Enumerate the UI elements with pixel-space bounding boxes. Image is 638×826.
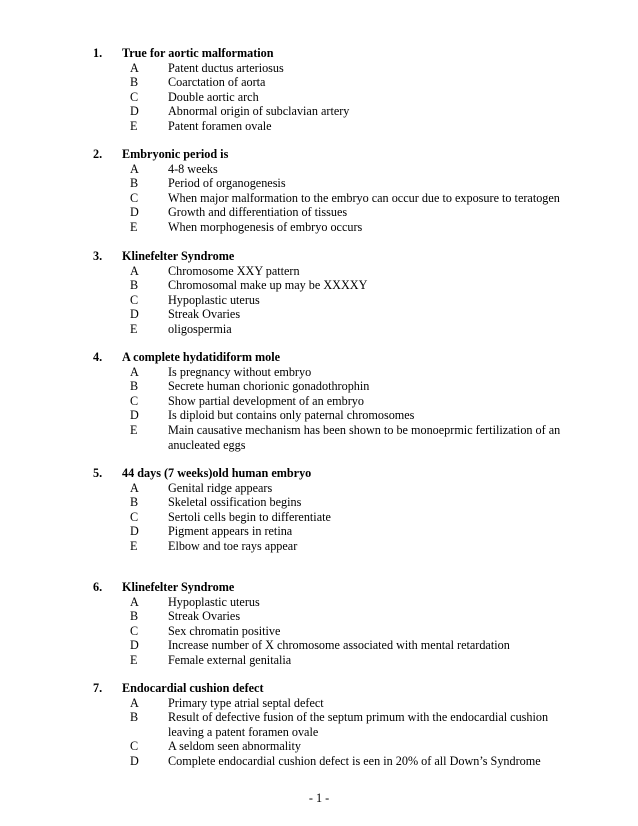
- question-4: [0, 350, 638, 452]
- option-text: Genital ridge appears: [168, 480, 273, 495]
- question-header: [0, 466, 638, 481]
- option-letter: E: [130, 118, 138, 133]
- option-text: Hypoplastic uterus: [168, 594, 260, 609]
- question-number: 6.: [93, 580, 103, 594]
- option-letter: A: [130, 60, 139, 75]
- question-header: [0, 580, 638, 595]
- question-5: [0, 466, 638, 554]
- option-text: Sertoli cells begin to differentiate: [168, 509, 331, 524]
- option-letter: B: [130, 75, 139, 90]
- option-e: [0, 220, 638, 235]
- option-text: Streak Ovaries: [168, 609, 241, 624]
- option-letter: C: [130, 190, 139, 205]
- question-6: [0, 580, 638, 668]
- option-text: Is pregnancy without embryo: [168, 364, 312, 379]
- option-b: [0, 278, 638, 293]
- option-b: [0, 710, 638, 739]
- option-d: [0, 524, 638, 539]
- option-text: 4-8 weeks: [168, 161, 218, 176]
- option-c: [0, 394, 638, 409]
- option-d: [0, 205, 638, 220]
- question-title: Endocardial cushion defect: [122, 681, 264, 695]
- option-text: Sex chromatin positive: [168, 623, 281, 638]
- option-text: Double aortic arch: [168, 89, 259, 104]
- option-text: Result of defective fusion of the septum primum with the endocardial cushion leaving a patent foramen ovale: [168, 710, 549, 739]
- option-letter: A: [130, 594, 139, 609]
- option-letter: D: [130, 524, 139, 539]
- option-c: [0, 624, 638, 639]
- option-e: [0, 423, 638, 452]
- option-c: [0, 510, 638, 525]
- question-number: 2.: [93, 147, 103, 161]
- question-number: 3.: [93, 249, 103, 263]
- option-letter: A: [130, 161, 139, 176]
- option-letter: A: [130, 263, 139, 278]
- question-number: 1.: [93, 46, 103, 60]
- option-letter: A: [130, 364, 139, 379]
- option-letter: E: [130, 422, 138, 437]
- question-title: Klinefelter Syndrome: [122, 249, 235, 263]
- option-text: Elbow and toe rays appear: [168, 538, 298, 553]
- question-title: Embryonic period is: [122, 147, 229, 161]
- option-letter: C: [130, 292, 139, 307]
- question-header: [0, 681, 638, 696]
- option-a: [0, 365, 638, 380]
- option-text: Complete endocardial cushion defect is een in 20% of all Down’s Syndrome: [168, 753, 541, 768]
- option-a: [0, 61, 638, 76]
- option-letter: E: [130, 321, 138, 336]
- option-b: [0, 75, 638, 90]
- option-d: [0, 638, 638, 653]
- option-letter: C: [130, 393, 139, 408]
- option-letter: D: [130, 307, 139, 322]
- option-text: A seldom seen abnormality: [168, 739, 302, 754]
- question-title: 44 days (7 weeks)old human embryo: [122, 466, 312, 480]
- option-letter: E: [130, 538, 138, 553]
- option-a: [0, 264, 638, 279]
- option-text: Increase number of X chromosome associated with mental retardation: [168, 638, 510, 653]
- option-d: [0, 408, 638, 423]
- option-a: [0, 162, 638, 177]
- option-text: Abnormal origin of subclavian artery: [168, 104, 350, 119]
- option-letter: D: [130, 753, 139, 768]
- option-text: When morphogenesis of embryo occurs: [168, 219, 363, 234]
- question-title: True for aortic malformation: [122, 46, 274, 60]
- option-letter: C: [130, 89, 139, 104]
- option-text: Patent foramen ovale: [168, 118, 272, 133]
- option-b: [0, 379, 638, 394]
- option-b: [0, 495, 638, 510]
- option-text: Chromosome XXY pattern: [168, 263, 300, 278]
- option-letter: A: [130, 480, 139, 495]
- option-text: Show partial development of an embryo: [168, 393, 364, 408]
- option-letter: D: [130, 638, 139, 653]
- option-text: Patent ductus arteriosus: [168, 60, 284, 75]
- option-e: [0, 322, 638, 337]
- option-letter: B: [130, 609, 139, 624]
- option-text: Primary type atrial septal defect: [168, 695, 324, 710]
- option-c: [0, 90, 638, 105]
- option-letter: D: [130, 408, 139, 423]
- option-text: Pigment appears in retina: [168, 524, 293, 539]
- option-a: [0, 595, 638, 610]
- option-text: Coarctation of aorta: [168, 75, 266, 90]
- option-text: Period of organogenesis: [168, 176, 286, 191]
- option-c: [0, 739, 638, 754]
- question-number: 5.: [93, 466, 103, 480]
- option-text: Skeletal ossification begins: [168, 495, 302, 510]
- question-header: [0, 249, 638, 264]
- option-letter: C: [130, 509, 139, 524]
- option-d: [0, 104, 638, 119]
- option-c: [0, 293, 638, 308]
- option-c: [0, 191, 638, 206]
- option-b: [0, 176, 638, 191]
- option-text: Female external genitalia: [168, 652, 292, 667]
- option-letter: D: [130, 104, 139, 119]
- question-title: Klinefelter Syndrome: [122, 580, 235, 594]
- option-text: Is diploid but contains only paternal chromosomes: [168, 408, 415, 423]
- option-e: [0, 119, 638, 134]
- question-header: [0, 46, 638, 61]
- question-2: [0, 147, 638, 235]
- option-e: [0, 653, 638, 668]
- option-d: [0, 307, 638, 322]
- option-text: Hypoplastic uterus: [168, 292, 260, 307]
- option-text: When major malformation to the embryo can occur due to exposure to teratogen: [168, 190, 560, 205]
- page-number: - 1 -: [308, 791, 330, 805]
- option-text: Secrete human chorionic gonadothrophin: [168, 379, 370, 394]
- option-e: [0, 539, 638, 554]
- question-number: 4.: [93, 350, 103, 364]
- question-header: [0, 147, 638, 162]
- option-text: Chromosomal make up may be XXXXY: [168, 278, 368, 293]
- question-7: [0, 681, 638, 769]
- option-b: [0, 609, 638, 624]
- option-letter: C: [130, 739, 139, 754]
- option-letter: B: [130, 176, 139, 191]
- option-d: [0, 754, 638, 769]
- option-a: [0, 481, 638, 496]
- option-letter: B: [130, 278, 139, 293]
- option-text: oligospermia: [168, 321, 232, 336]
- option-letter: B: [130, 379, 139, 394]
- question-number: 7.: [93, 681, 103, 695]
- option-letter: C: [130, 623, 139, 638]
- option-letter: D: [130, 205, 139, 220]
- option-letter: B: [130, 495, 139, 510]
- question-title: A complete hydatidiform mole: [122, 350, 281, 364]
- option-text: Growth and differentiation of tissues: [168, 205, 348, 220]
- option-letter: B: [130, 710, 139, 725]
- question-1: [0, 46, 638, 134]
- question-3: [0, 249, 638, 337]
- option-text: Streak Ovaries: [168, 307, 241, 322]
- option-letter: A: [130, 695, 139, 710]
- option-a: [0, 696, 638, 711]
- option-letter: E: [130, 652, 138, 667]
- option-text: Main causative mechanism has been shown to be monoeprmic fertilization of an anucleated eggs: [168, 422, 561, 452]
- question-header: [0, 350, 638, 365]
- option-letter: E: [130, 219, 138, 234]
